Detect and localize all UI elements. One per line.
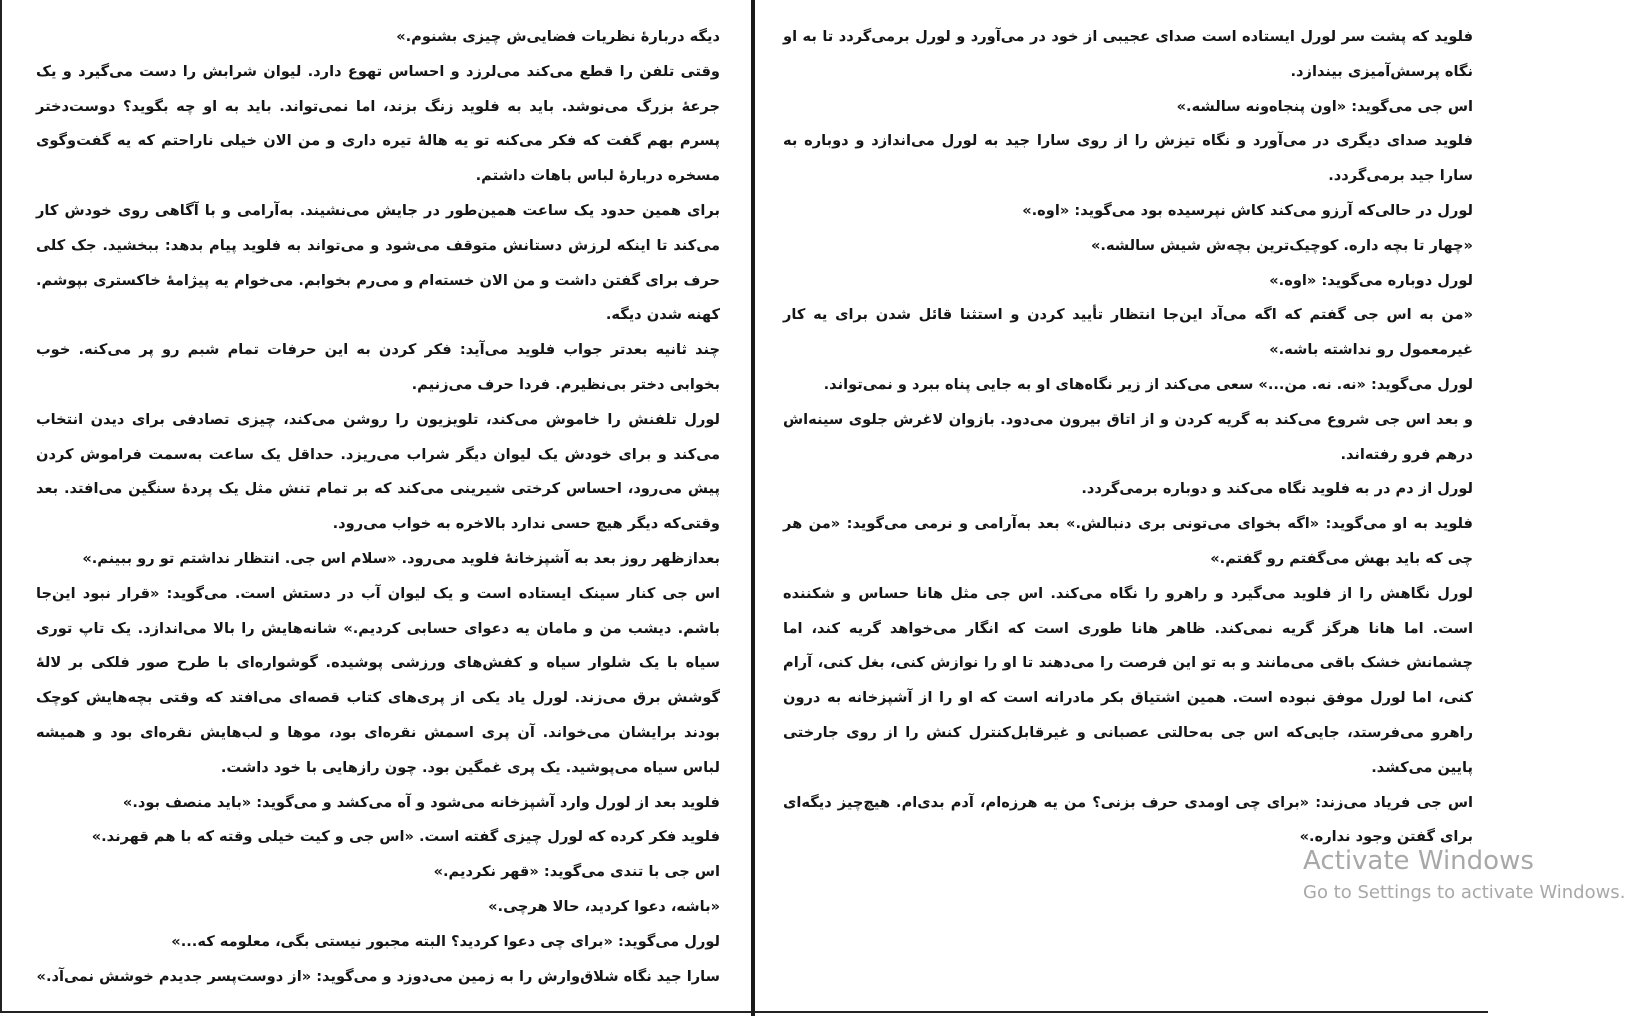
paragraph: لورل دوباره می‌گوید: «اوه.» [1269,271,1473,289]
paragraph: «من به اس جی گفتم که اگه می‌آد این‌جا انتظار تأیید کردن و استثنا قائل شدن برای یه کار غیرمعمول رو نداشته باشه.» [783,306,1473,359]
paragraph: فلوید فکر کرده که لورل چیزی گفته است. «اس جی و کیت خیلی وقته که با هم قهرند.» [91,828,720,846]
paragraph: اس جی با تندی می‌گوید: «قهر نکردیم.» [433,863,720,881]
paragraph: دیگه دربارهٔ نظریات فضایی‌ش چیزی بشنوم.» [396,28,720,45]
paragraph: و بعد اس جی شروع می‌کند به گریه کردن و از اتاق بیرون می‌دود. بازوان لاغرش جلوی سینه‌اش درهم فرو رفته‌اند. [783,410,1473,463]
paragraph: لورل نگاهش را از فلوید می‌گیرد و راهرو را نگاه می‌کند. اس جی مثل هانا حساس و شکننده است. اما هانا هرگز گریه نمی‌کند. ظاهر هانا طوری است که انگار می‌خواهد گریه کند، اما چشمانش خشک باقی می‌مانند و به تو این فرصت را می‌دهند تا او را نوازش کنی، بغل کنی، آرام کنی، اما لورل موفق نبوده است. همین اشتیاق بکر مادرانه است که او را از آشپزخانه به درون راهرو می‌فرستد، جایی‌که اس جی به‌حالتی عصبانی و غیرقابل‌کنترل کنش را از روی جارختی پایین می‌کشد. [783,584,1473,776]
paragraph: بعدازظهر روز بعد به آشپزخانهٔ فلوید می‌رود. «سلام اس جی. انتظار نداشتم تو رو ببینم.» [82,549,720,567]
watermark-title: Activate Windows [1303,846,1534,876]
watermark-subtitle: Go to Settings to activate Windows. [1303,882,1625,903]
paragraph: لورل می‌گوید: «نه. نه. من...» سعی می‌کند از زیر نگاه‌های او به جایی پناه ببرد و نمی‌تواند. [823,375,1473,393]
paragraph: اس جی می‌گوید: «اون پنجاه‌ونه سالشه.» [1176,97,1473,115]
paragraph: لورل تلفنش را خاموش می‌کند، تلویزیون را روشن می‌کند، چیزی تصادفی برای دیدن انتخاب می‌کند و برای خودش یک لیوان دیگر شراب می‌ریزد. حداقل یک ساعت به‌سمت فراموش کردن پیش می‌رود، احساس کرختی شیرینی می‌کند که بر تمام تنش مثل یک پردهٔ سنگین می‌افتد. بعد وقتی‌که دیگر هیچ حسی ندارد بالاخره به خواب می‌رود. [36,410,720,533]
paragraph: سارا جید نگاه شلاق‌وارش را به زمین می‌دوزد و می‌گوید: «از دوست‌پسر جدیدم خوشش نمی‌آد.» [36,967,720,985]
paragraph: لورل می‌گوید: «برای چی دعوا کردید؟ البته مجبور نیستی بگی، معلومه که...» [171,932,720,950]
paragraph: چند ثانیه بعدتر جواب فلوید می‌آید: فکر کردن به این حرفات تمام شبم رو پر می‌کنه. خوب بخوابی دختر بی‌نظیرم. فردا حرف می‌زنیم. [36,341,720,393]
paragraph: برای همین حدود یک ساعت همین‌طور در جایش می‌نشیند. به‌آرامی و با آگاهی روی خودش کار می‌کند تا اینکه لرزش دستانش متوقف می‌شود و می‌تواند به فلوید پیام بدهد: ببخشید. جک کلی حرف برای گفتن داشت و من الان خسته‌ام و می‌رم بخوابم. می‌خوام یه پیژامهٔ خاکستری بپوشم. کهنه شدن دیگه. [36,201,720,324]
paragraph: «چهار تا بچه داره. کوچیک‌ترین بچه‌ش شیش سالشه.» [1090,236,1473,254]
right-page-text [783,20,1473,855]
paragraph: «باشه، دعوا کردید، حالا هرچی.» [488,897,720,915]
paragraph: اس جی فریاد می‌زند: «برای چی اومدی حرف بزنی؟ من یه هرزه‌ام، آدم بدی‌ام. هیچ‌چیز دیگه‌ای برای گفتن وجود نداره.» [783,793,1473,846]
left-page [0,0,752,1013]
paragraph: اس جی کنار سینک ایستاده است و یک لیوان آب در دستش است. می‌گوید: «قرار نبود این‌جا باشم. دیشب من و مامان یه دعوای حسابی کردیم.» شانه‌هایش را بالا می‌اندازد. یک تاپ توری سیاه با یک شلوار سیاه و کفش‌های ورزشی پوشیده. گوشواره‌ای با طرح صور فلکی بر لالهٔ گوشش برق می‌زند. لورل یاد یکی از پری‌های کتاب قصه‌ای می‌افتد که وقتی بچه‌هایش کوچک بودند برایشان می‌خواند. آن پری اسمش نقره‌ای بود، موها و لب‌هایش نقره‌ای بود و همیشه لباس سیاه می‌پوشید. یک پری غمگین بود. چون رازهایی با خود داشت. [36,584,720,776]
paragraph: لورل از دم در به فلوید نگاه می‌کند و دوباره برمی‌گردد. [1081,480,1473,498]
paragraph: فلوید صدای دیگری در می‌آورد و نگاه تیزش را از روی سارا جید به لورل می‌اندازد و دوباره به سارا جید برمی‌گردد. [783,132,1473,185]
activate-windows-watermark [1303,844,1625,908]
paragraph: وقتی تلفن را قطع می‌کند می‌لرزد و احساس تهوع دارد. لیوان شرابش را دست می‌گیرد و یک جرعهٔ بزرگ می‌نوشد. باید به فلوید زنگ بزند، اما نمی‌تواند. باید به او چه بگوید؟ دوست‌دختر پسرم بهم گفت که فکر می‌کنه تو یه هالهٔ تیره داری و من الان خیلی ناراحتم که یه گفت‌وگوی مسخره دربارهٔ لباس باهات داشتم. [36,62,720,185]
paragraph: فلوید بعد از لورل وارد آشپزخانه می‌شود و آه می‌کشد و می‌گوید: «باید منصف بود.» [122,793,720,811]
paragraph: فلوید به او می‌گوید: «اگه بخوای می‌تونی بری دنبالش.» بعد به‌آرامی و نرمی می‌گوید: «من هر چی که باید بهش می‌گفتم رو گفتم.» [783,515,1473,567]
paragraph: لورل در حالی‌که آرزو می‌کند کاش نپرسیده بود می‌گوید: «اوه.» [1022,201,1473,219]
left-page-text [36,20,720,994]
paragraph: فلوید که پشت سر لورل ایستاده است صدای عجیبی از خود در می‌آورد و لورل برمی‌گردد تا به او نگاه پرسش‌آمیزی بیندازد. [783,28,1473,80]
